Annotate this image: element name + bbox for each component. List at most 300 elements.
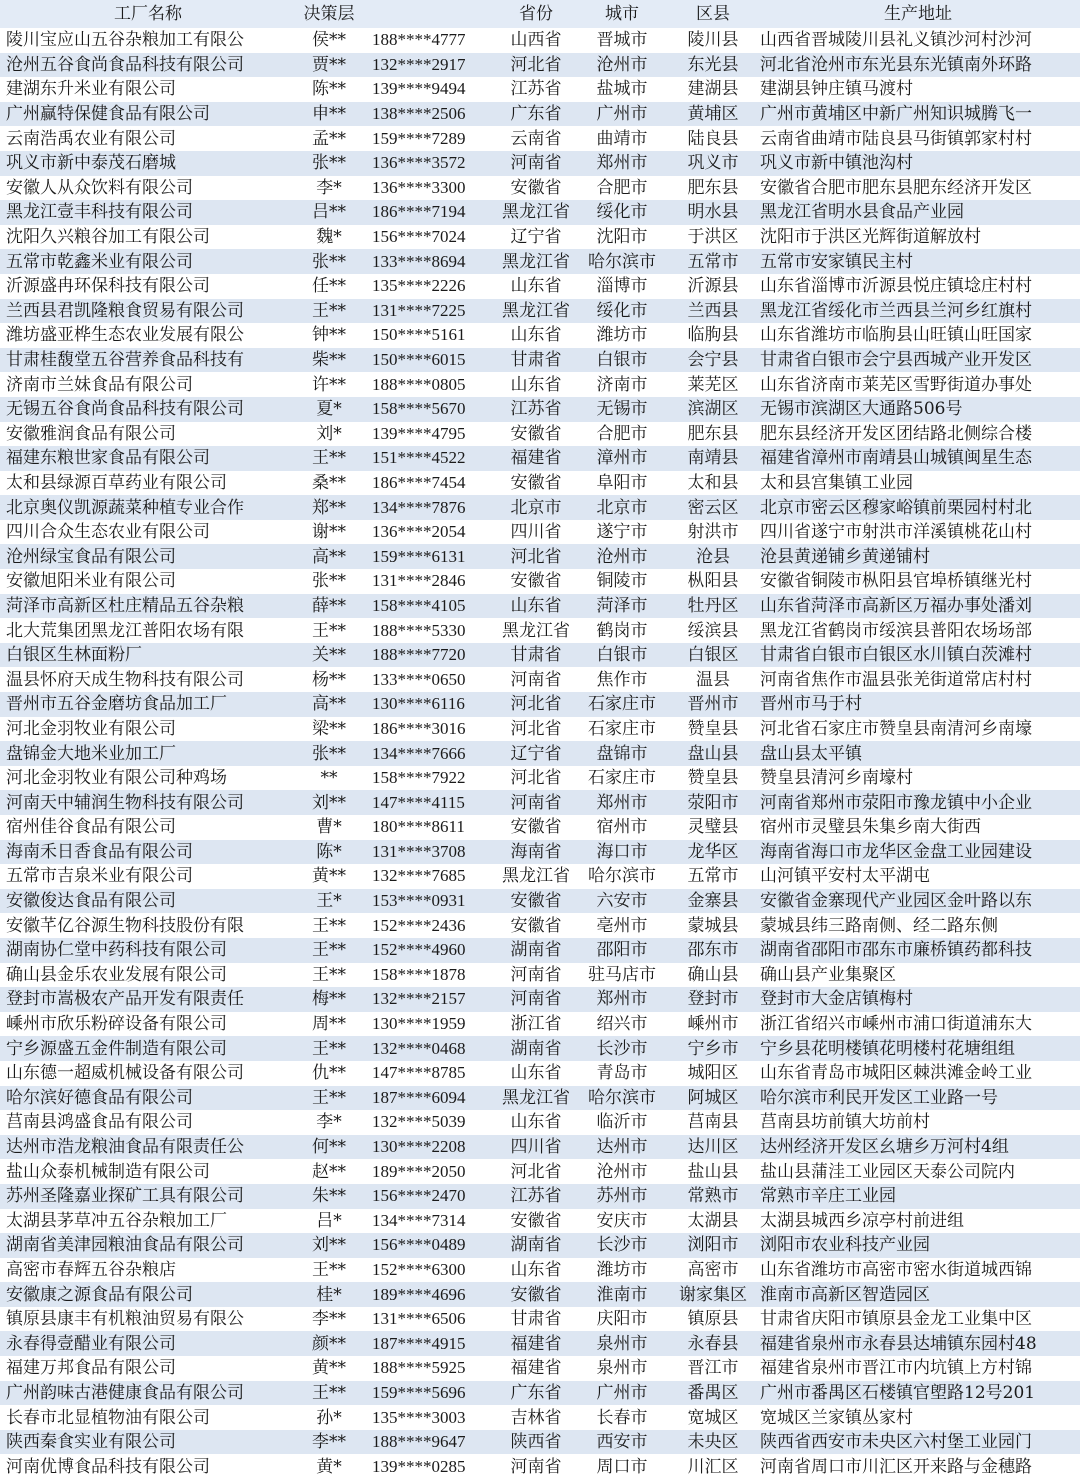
cell-district: 盐山县 [670,1159,756,1184]
cell-address: 哈尔滨市利民开发区工业路一号 [756,1086,1080,1111]
cell-phone: 158****1878 [362,963,498,988]
cell-decider: 郑** [296,495,362,520]
cell-address: 安徽省合肥市肥东县肥东经济开发区 [756,176,1080,201]
cell-province: 河南省 [498,987,574,1012]
table-row [0,1381,1080,1406]
cell-factory-name: 福建万邦食品有限公司 [0,1356,296,1381]
cell-city: 长沙市 [574,1233,670,1258]
cell-phone: 188****4777 [362,28,498,53]
cell-address: 陕西省西安市未央区六村堡工业园门 [756,1430,1080,1455]
cell-phone: 189****2050 [362,1159,498,1184]
cell-phone: 133****8694 [362,249,498,274]
cell-address: 沧县黄递铺乡黄递铺村 [756,544,1080,569]
cell-address: 河北省沧州市东光县东光镇南外环路 [756,53,1080,78]
cell-city: 西安市 [574,1430,670,1455]
cell-address: 黑龙江省绥化市兰西县兰河乡红旗村 [756,299,1080,324]
cell-decider: 王** [296,1036,362,1061]
cell-district: 临朐县 [670,323,756,348]
cell-factory-name: 陕西秦食实业有限公司 [0,1430,296,1455]
table-row [0,1036,1080,1061]
cell-city: 合肥市 [574,176,670,201]
cell-district: 牡丹区 [670,594,756,619]
cell-factory-name: 潍坊盛亚桦生态农业发展有限公 [0,323,296,348]
cell-province: 黑龙江省 [498,200,574,225]
cell-district: 邵东市 [670,938,756,963]
table-row [0,963,1080,988]
table-row [0,1209,1080,1234]
cell-decider: 薛** [296,594,362,619]
cell-factory-name: 山东德一超威机械设备有限公司 [0,1061,296,1086]
cell-district: 灵璧县 [670,815,756,840]
table-row [0,446,1080,471]
cell-district: 确山县 [670,963,756,988]
cell-phone: 134****7666 [362,741,498,766]
cell-address: 宽城区兰家镇丛家村 [756,1405,1080,1430]
cell-factory-name: 沈阳久兴粮谷加工有限公司 [0,225,296,250]
cell-phone: 186****7194 [362,200,498,225]
cell-province: 安徽省 [498,889,574,914]
cell-district: 五常市 [670,864,756,889]
cell-province: 河北省 [498,544,574,569]
cell-phone: 189****4696 [362,1282,498,1307]
table-row [0,77,1080,102]
cell-city: 六安市 [574,889,670,914]
table-row [0,102,1080,127]
cell-district: 东光县 [670,53,756,78]
cell-factory-name: 湖南省美津园粮油食品有限公司 [0,1233,296,1258]
cell-phone: 132****5039 [362,1110,498,1135]
cell-decider: 吕* [296,1209,362,1234]
cell-province: 福建省 [498,1356,574,1381]
cell-province: 广东省 [498,1381,574,1406]
cell-address: 肥东县经济开发区团结路北侧综合楼 [756,422,1080,447]
cell-factory-name: 沂源盛冉环保科技有限公司 [0,274,296,299]
cell-address: 建湖县钟庄镇马渡村 [756,77,1080,102]
cell-province: 河南省 [498,667,574,692]
cell-district: 莱芜区 [670,372,756,397]
cell-district: 高密市 [670,1258,756,1283]
cell-city: 潍坊市 [574,1258,670,1283]
cell-phone: 130****1959 [362,1012,498,1037]
cell-city: 沧州市 [574,53,670,78]
cell-phone: 187****6094 [362,1086,498,1111]
cell-province: 黑龙江省 [498,618,574,643]
cell-city: 宿州市 [574,815,670,840]
cell-city: 淮南市 [574,1282,670,1307]
cell-district: 阿城区 [670,1086,756,1111]
cell-city: 达州市 [574,1135,670,1160]
table-row [0,176,1080,201]
cell-phone: 188****5330 [362,618,498,643]
cell-factory-name: 长春市北显植物油有限公司 [0,1405,296,1430]
table-row [0,1086,1080,1111]
cell-city: 海口市 [574,840,670,865]
cell-phone: 136****2054 [362,520,498,545]
cell-city: 沧州市 [574,544,670,569]
table-row [0,741,1080,766]
table-row [0,397,1080,422]
header-province: 省份 [498,0,574,28]
cell-address: 山河镇平安村太平湖屯 [756,864,1080,889]
cell-decider: 王** [296,299,362,324]
cell-district: 于洪区 [670,225,756,250]
cell-district: 明水县 [670,200,756,225]
cell-phone: 188****7720 [362,643,498,668]
cell-city: 鹤岗市 [574,618,670,643]
cell-city: 合肥市 [574,422,670,447]
cell-decider: 申** [296,102,362,127]
cell-decider: 王** [296,618,362,643]
cell-factory-name: 苏州圣隆嘉业探矿工具有限公司 [0,1184,296,1209]
cell-province: 河北省 [498,766,574,791]
cell-district: 赞皇县 [670,717,756,742]
cell-factory-name: 河南优博食品科技有限公司 [0,1454,296,1479]
cell-district: 蒙城县 [670,913,756,938]
cell-decider: 张** [296,569,362,594]
cell-phone: 159****7289 [362,126,498,151]
cell-district: 肥东县 [670,422,756,447]
cell-province: 山西省 [498,28,574,53]
cell-phone: 153****0931 [362,889,498,914]
cell-city: 庆阳市 [574,1307,670,1332]
cell-city: 石家庄市 [574,717,670,742]
cell-decider: 梅** [296,987,362,1012]
cell-factory-name: 四川合众生态农业有限公司 [0,520,296,545]
cell-city: 苏州市 [574,1184,670,1209]
cell-district: 陵川县 [670,28,756,53]
table-row [0,520,1080,545]
cell-province: 山东省 [498,372,574,397]
cell-factory-name: 无锡五谷食尚食品科技有限公司 [0,397,296,422]
cell-address: 广州市黄埔区中新广州知识城腾飞一 [756,102,1080,127]
cell-factory-name: 河北金羽牧业有限公司 [0,717,296,742]
cell-province: 湖南省 [498,1233,574,1258]
cell-district: 镇原县 [670,1307,756,1332]
cell-province: 山东省 [498,1061,574,1086]
cell-city: 亳州市 [574,913,670,938]
cell-district: 永春县 [670,1331,756,1356]
cell-address: 太湖县城西乡凉亭村前进组 [756,1209,1080,1234]
header-city: 城市 [574,0,670,28]
cell-province: 江苏省 [498,397,574,422]
cell-address: 无锡市滨湖区大通路506号 [756,397,1080,422]
table-row [0,1012,1080,1037]
cell-factory-name: 安徽康之源食品有限公司 [0,1282,296,1307]
cell-decider: 颜** [296,1331,362,1356]
cell-city: 淄博市 [574,274,670,299]
cell-district: 晋江市 [670,1356,756,1381]
table-row [0,1282,1080,1307]
table-row [0,618,1080,643]
cell-decider: 侯** [296,28,362,53]
cell-city: 安庆市 [574,1209,670,1234]
table-row [0,323,1080,348]
cell-address: 宿州市灵璧县朱集乡南大街西 [756,815,1080,840]
cell-district: 会宁县 [670,348,756,373]
cell-district: 白银区 [670,643,756,668]
cell-city: 石家庄市 [574,766,670,791]
cell-phone: 158****7922 [362,766,498,791]
cell-decider: 李* [296,1110,362,1135]
cell-phone: 180****8611 [362,815,498,840]
cell-district: 肥东县 [670,176,756,201]
cell-city: 石家庄市 [574,692,670,717]
cell-district: 浏阳市 [670,1233,756,1258]
cell-city: 铜陵市 [574,569,670,594]
cell-phone: 159****6131 [362,544,498,569]
cell-province: 安徽省 [498,569,574,594]
cell-province: 黑龙江省 [498,864,574,889]
cell-phone: 147****4115 [362,790,498,815]
cell-province: 山东省 [498,594,574,619]
cell-address: 五常市安家镇民主村 [756,249,1080,274]
cell-district: 常熟市 [670,1184,756,1209]
cell-phone: 187****4915 [362,1331,498,1356]
cell-district: 城阳区 [670,1061,756,1086]
cell-province: 辽宁省 [498,741,574,766]
cell-city: 郑州市 [574,987,670,1012]
cell-decider: 王** [296,1381,362,1406]
cell-city: 白银市 [574,643,670,668]
cell-factory-name: 登封市嵩极农产品开发有限责任 [0,987,296,1012]
cell-decider: 黄* [296,1454,362,1479]
cell-phone: 150****5161 [362,323,498,348]
cell-address: 宁乡县花明楼镇花明楼村花塘组组 [756,1036,1080,1061]
cell-factory-name: 陵川宝应山五谷杂粮加工有限公 [0,28,296,53]
cell-address: 黑龙江省鹤岗市绥滨县普阳农场场部 [756,618,1080,643]
table-row [0,987,1080,1012]
cell-province: 河北省 [498,692,574,717]
cell-decider: 王** [296,1258,362,1283]
cell-phone: 156****0489 [362,1233,498,1258]
cell-address: 登封市大金店镇梅村 [756,987,1080,1012]
cell-decider: 陈* [296,840,362,865]
table-row [0,544,1080,569]
cell-factory-name: 安徽旭阳米业有限公司 [0,569,296,594]
cell-province: 安徽省 [498,422,574,447]
cell-district: 射洪市 [670,520,756,545]
cell-factory-name: 宁乡源盛五金件制造有限公司 [0,1036,296,1061]
table-row [0,372,1080,397]
cell-phone: 134****7314 [362,1209,498,1234]
cell-factory-name: 五常市乾鑫米业有限公司 [0,249,296,274]
cell-decider: 孙* [296,1405,362,1430]
cell-address: 沈阳市于洪区光辉街道解放村 [756,225,1080,250]
cell-city: 盘锦市 [574,741,670,766]
cell-district: 巩义市 [670,151,756,176]
cell-address: 山东省菏泽市高新区万福办事处潘刘 [756,594,1080,619]
cell-decider: 桂* [296,1282,362,1307]
cell-address: 河南省周口市川汇区开来路与金穗路 [756,1454,1080,1479]
cell-city: 哈尔滨市 [574,249,670,274]
table-row [0,1454,1080,1479]
cell-district: 太湖县 [670,1209,756,1234]
cell-province: 黑龙江省 [498,249,574,274]
cell-factory-name: 甘肃桂馥堂五谷营养食品科技有 [0,348,296,373]
table-row [0,151,1080,176]
table-row [0,569,1080,594]
cell-city: 周口市 [574,1454,670,1479]
cell-district: 晋州市 [670,692,756,717]
cell-decider: 谢** [296,520,362,545]
cell-phone: 131****3708 [362,840,498,865]
cell-factory-name: 菏泽市高新区杜庄精品五谷杂粮 [0,594,296,619]
cell-factory-name: 白银区生林面粉厂 [0,643,296,668]
cell-address: 巩义市新中镇池沟村 [756,151,1080,176]
cell-factory-name: 河南天中辅润生物科技有限公司 [0,790,296,815]
cell-decider: 黄** [296,864,362,889]
cell-phone: 186****7454 [362,471,498,496]
table-row [0,766,1080,791]
cell-phone: 132****7685 [362,864,498,889]
cell-factory-name: 安徽俊达食品有限公司 [0,889,296,914]
cell-address: 盘山县太平镇 [756,741,1080,766]
table-row [0,1331,1080,1356]
cell-decider: 杨** [296,667,362,692]
cell-address: 河南省焦作市温县张羌街道常店村村 [756,667,1080,692]
cell-province: 安徽省 [498,471,574,496]
cell-phone: 188****9647 [362,1430,498,1455]
cell-phone: 135****2226 [362,274,498,299]
table-row [0,274,1080,299]
cell-factory-name: 哈尔滨好德食品有限公司 [0,1086,296,1111]
cell-province: 黑龙江省 [498,299,574,324]
cell-decider: 王** [296,1086,362,1111]
cell-province: 湖南省 [498,1036,574,1061]
cell-city: 泉州市 [574,1331,670,1356]
table-row [0,422,1080,447]
cell-phone: 152****4960 [362,938,498,963]
cell-province: 湖南省 [498,938,574,963]
cell-address: 浙江省绍兴市嵊州市浦口街道浦东大 [756,1012,1080,1037]
cell-province: 山东省 [498,1110,574,1135]
cell-province: 辽宁省 [498,225,574,250]
table-row [0,840,1080,865]
cell-decider: 王** [296,938,362,963]
cell-district: 龙华区 [670,840,756,865]
cell-factory-name: 安徽芊亿谷源生物科技股份有限 [0,913,296,938]
cell-phone: 156****2470 [362,1184,498,1209]
cell-factory-name: 济南市兰妹食品有限公司 [0,372,296,397]
cell-phone: 159****5696 [362,1381,498,1406]
cell-province: 北京市 [498,495,574,520]
cell-city: 漳州市 [574,446,670,471]
cell-city: 潍坊市 [574,323,670,348]
cell-address: 山东省潍坊市高密市密水街道城西锦 [756,1258,1080,1283]
cell-factory-name: 云南浩禹农业有限公司 [0,126,296,151]
cell-address: 福建省泉州市晋江市内坑镇上方村锦 [756,1356,1080,1381]
cell-city: 遂宁市 [574,520,670,545]
cell-province: 安徽省 [498,176,574,201]
cell-decider: 关** [296,643,362,668]
cell-city: 绍兴市 [574,1012,670,1037]
cell-address: 云南省曲靖市陆良县马街镇郭家村村 [756,126,1080,151]
cell-address: 安徽省金寨现代产业园区金叶路以东 [756,889,1080,914]
cell-district: 川汇区 [670,1454,756,1479]
cell-address: 山东省潍坊市临朐县山旺镇山旺国家 [756,323,1080,348]
header-factory-name: 工厂名称 [0,0,296,28]
cell-province: 福建省 [498,446,574,471]
cell-city: 郑州市 [574,151,670,176]
cell-factory-name: 湖南协仁堂中药科技有限公司 [0,938,296,963]
cell-factory-name: 盐山众泰机械制造有限公司 [0,1159,296,1184]
cell-decider: 何** [296,1135,362,1160]
table-row [0,495,1080,520]
cell-factory-name: 广州赢特保健食品有限公司 [0,102,296,127]
table-row [0,889,1080,914]
cell-city: 济南市 [574,372,670,397]
cell-city: 广州市 [574,1381,670,1406]
cell-phone: 151****4522 [362,446,498,471]
cell-district: 太和县 [670,471,756,496]
cell-factory-name: 北大荒集团黑龙江普阳农场有限 [0,618,296,643]
table-row [0,938,1080,963]
table-row [0,1258,1080,1283]
cell-phone: 139****9494 [362,77,498,102]
cell-phone: 135****3003 [362,1405,498,1430]
cell-address: 福建省漳州市南靖县山城镇闽星生态 [756,446,1080,471]
cell-address: 晋州市马于村 [756,692,1080,717]
cell-city: 长沙市 [574,1036,670,1061]
cell-district: 宁乡市 [670,1036,756,1061]
cell-province: 黑龙江省 [498,1086,574,1111]
cell-phone: 158****5670 [362,397,498,422]
cell-decider: 周** [296,1012,362,1037]
table-row [0,1307,1080,1332]
cell-province: 浙江省 [498,1012,574,1037]
cell-decider: 赵** [296,1159,362,1184]
cell-city: 驻马店市 [574,963,670,988]
cell-factory-name: 沧州五谷食尚食品科技有限公司 [0,53,296,78]
cell-phone: 132****2157 [362,987,498,1012]
cell-decider: 任** [296,274,362,299]
cell-address: 甘肃省白银市会宁县西城产业开发区 [756,348,1080,373]
table-row [0,1159,1080,1184]
cell-phone: 150****6015 [362,348,498,373]
cell-province: 甘肃省 [498,348,574,373]
cell-factory-name: 北京奥仪凯源蔬菜种植专业合作 [0,495,296,520]
table-row [0,1356,1080,1381]
cell-phone: 147****8785 [362,1061,498,1086]
cell-decider: 张** [296,741,362,766]
cell-decider: 李** [296,1307,362,1332]
cell-district: 沧县 [670,544,756,569]
cell-factory-name: 兰西县君凯隆粮食贸易有限公司 [0,299,296,324]
cell-city: 盐城市 [574,77,670,102]
cell-city: 广州市 [574,102,670,127]
cell-phone: 158****4105 [362,594,498,619]
table-row [0,717,1080,742]
cell-city: 沈阳市 [574,225,670,250]
cell-decider: 孟** [296,126,362,151]
cell-city: 焦作市 [574,667,670,692]
cell-factory-name: 黑龙江壹丰科技有限公司 [0,200,296,225]
cell-province: 云南省 [498,126,574,151]
cell-city: 邵阳市 [574,938,670,963]
cell-district: 宽城区 [670,1405,756,1430]
table-row [0,1184,1080,1209]
cell-factory-name: 温县怀府天成生物科技有限公司 [0,667,296,692]
cell-decider: 黄** [296,1356,362,1381]
cell-decider: 张** [296,249,362,274]
cell-phone: 152****6300 [362,1258,498,1283]
cell-decider: ** [296,766,362,791]
cell-address: 河南省郑州市荥阳市豫龙镇中小企业 [756,790,1080,815]
cell-phone: 131****2846 [362,569,498,594]
cell-factory-name: 太和县绿源百草药业有限公司 [0,471,296,496]
cell-decider: 高** [296,544,362,569]
cell-phone: 138****2506 [362,102,498,127]
